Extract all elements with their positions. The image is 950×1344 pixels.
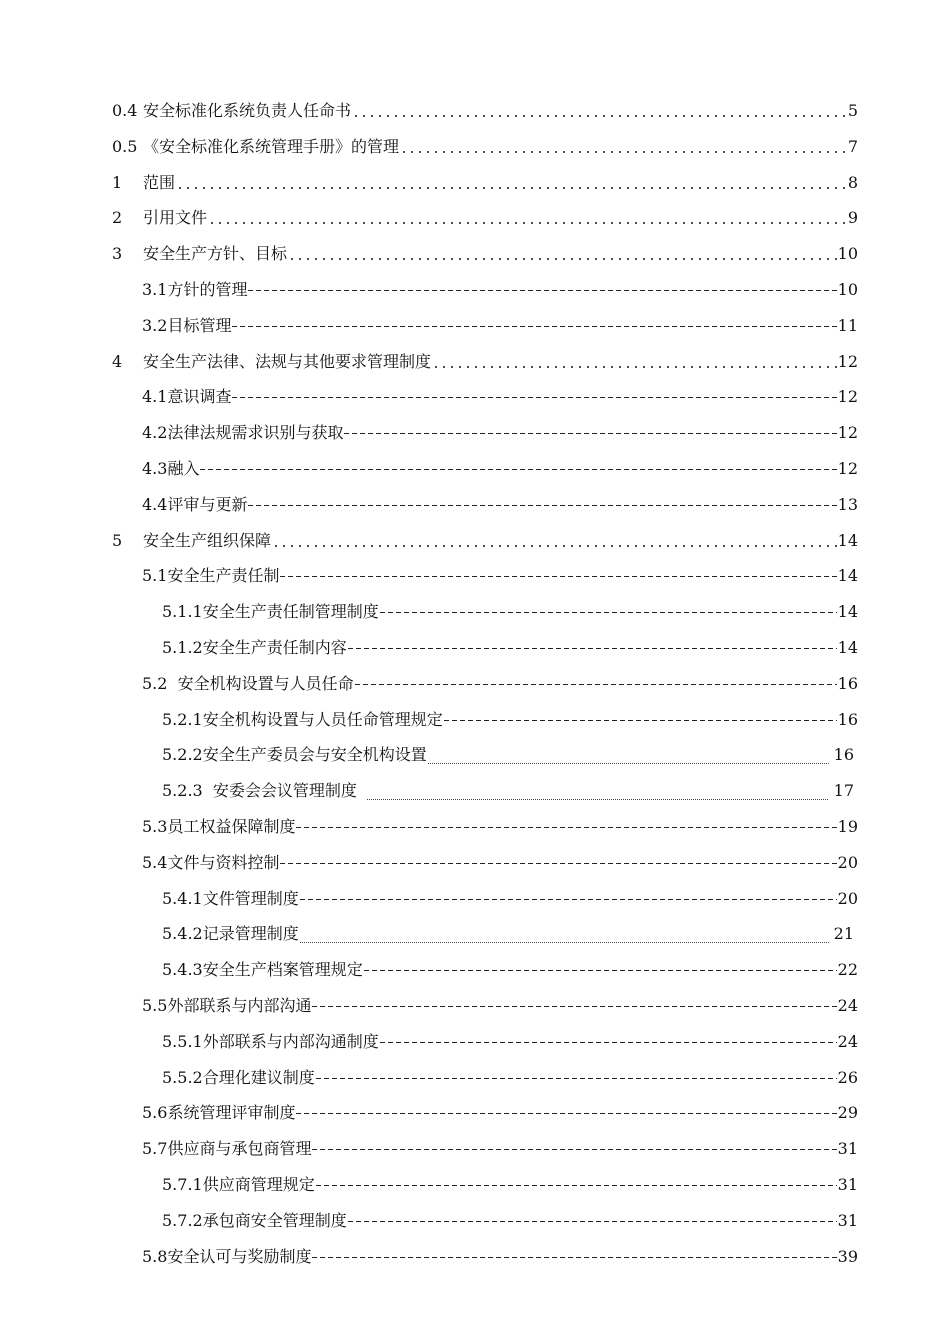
toc-entry-page: 16 <box>833 745 854 764</box>
toc-entry-page: 39 <box>837 1247 858 1266</box>
toc-entry[interactable] <box>162 1062 858 1088</box>
toc-entry-title: 5.5外部联系与内部沟通 <box>142 996 312 1015</box>
toc-entry[interactable] <box>142 310 858 336</box>
toc-entry-page: 8 <box>847 173 858 192</box>
toc-entry[interactable] <box>112 202 858 228</box>
toc-entry-page: 14 <box>837 638 858 657</box>
toc-entry[interactable] <box>112 525 858 551</box>
toc-entry-page: 24 <box>837 1032 858 1051</box>
toc-entry-page: 31 <box>837 1175 858 1194</box>
toc-entry-title: 安全生产方针、目标 <box>143 244 288 263</box>
toc-entry-page: 21 <box>833 924 854 943</box>
toc-entry[interactable] <box>142 811 858 837</box>
toc-entry-title: 5.5.1外部联系与内部沟通制度 <box>162 1032 379 1051</box>
toc-entry-title: 5.4文件与资料控制 <box>142 853 280 872</box>
toc-entry[interactable] <box>142 274 858 300</box>
toc-leader <box>296 817 836 837</box>
toc-entry-page: 19 <box>837 817 858 836</box>
toc-leader <box>248 495 836 515</box>
toc-entry-title: 5.1.1安全生产责任制管理制度 <box>162 602 379 621</box>
toc-entry-page: 26 <box>837 1068 858 1087</box>
toc-entry-title: 引用文件 <box>143 208 208 227</box>
toc-leader <box>352 101 847 121</box>
toc-entry-title: 5.1安全生产责任制 <box>142 566 280 585</box>
toc-entry-page: 31 <box>837 1139 858 1158</box>
toc-entry[interactable] <box>142 1097 858 1123</box>
toc-leader <box>348 1211 837 1231</box>
toc-entry-title: 5.7.1供应商管理规定 <box>162 1175 315 1194</box>
toc-entry-title: 4.3融入 <box>142 459 200 478</box>
toc-entry-page: 20 <box>837 853 858 872</box>
toc-entry-title: 5.4.1文件管理制度 <box>162 889 299 908</box>
toc-entry[interactable] <box>162 596 858 622</box>
toc-entry[interactable] <box>142 453 858 479</box>
toc-entry-title: 《安全标准化系统管理手册》的管理 <box>143 137 400 156</box>
toc-entry[interactable] <box>162 1026 858 1052</box>
toc-entry-page: 12 <box>837 387 858 406</box>
toc-entry-page: 16 <box>837 710 858 729</box>
toc-entry-number: 5 <box>112 531 123 550</box>
toc-leader <box>296 1103 836 1123</box>
toc-entry-number: 0.5 <box>112 137 138 156</box>
toc-entry[interactable] <box>162 1169 858 1195</box>
toc-leader <box>348 638 837 658</box>
toc-leader <box>367 781 829 801</box>
toc-entry-page: 29 <box>837 1103 858 1122</box>
toc-leader <box>316 1068 837 1088</box>
toc-entry[interactable] <box>112 95 858 121</box>
toc-leader <box>380 602 837 622</box>
toc-entry-title: 5.3员工权益保障制度 <box>142 817 296 836</box>
toc-leader <box>380 1032 837 1052</box>
toc-entry-page: 5 <box>847 101 858 120</box>
toc-leader <box>355 674 837 694</box>
toc-entry[interactable] <box>112 346 858 372</box>
toc-entry[interactable] <box>142 847 858 873</box>
toc-entry[interactable] <box>142 990 858 1016</box>
toc-entry-page: 20 <box>837 889 858 908</box>
toc-leader <box>300 924 829 944</box>
toc-entry[interactable] <box>142 381 858 407</box>
toc-entry-title: 5.2 安全机构设置与人员任命 <box>142 674 354 693</box>
toc-entry-page: 11 <box>837 316 858 335</box>
toc-entry-title: 5.2.1安全机构设置与人员任命管理规定 <box>162 710 443 729</box>
toc-leader <box>248 280 836 300</box>
toc-entry-title: 4.4评审与更新 <box>142 495 248 514</box>
toc-entry-title: 5.7.2承包商安全管理制度 <box>162 1211 347 1230</box>
toc-entry[interactable] <box>142 668 858 694</box>
toc-entry-page: 14 <box>837 531 858 550</box>
toc-entry[interactable] <box>162 739 854 765</box>
toc-entry-title: 安全生产组织保障 <box>143 531 272 550</box>
toc-entry-title: 5.8安全认可与奖励制度 <box>142 1247 312 1266</box>
toc-entry[interactable] <box>142 1133 858 1159</box>
toc-entry-page: 17 <box>833 781 854 800</box>
toc-entry-number: 2 <box>112 208 123 227</box>
toc-leader <box>364 960 837 980</box>
toc-leader <box>200 459 836 479</box>
toc-leader <box>312 996 836 1016</box>
toc-entry[interactable] <box>162 883 858 909</box>
toc-entry[interactable] <box>112 167 858 193</box>
toc-entry-page: 31 <box>837 1211 858 1230</box>
toc-entry[interactable] <box>142 560 858 586</box>
toc-entry-title: 5.1.2安全生产责任制内容 <box>162 638 347 657</box>
toc-leader <box>312 1139 836 1159</box>
toc-leader <box>344 423 836 443</box>
toc-entry-number: 4 <box>112 352 123 371</box>
toc-entry[interactable] <box>162 632 858 658</box>
toc-entry[interactable] <box>142 1241 858 1267</box>
toc-entry-number: 1 <box>112 173 123 192</box>
toc-entry-page: 14 <box>837 566 858 585</box>
toc-entry-page: 12 <box>837 423 858 442</box>
toc-entry-title: 5.7供应商与承包商管理 <box>142 1139 312 1158</box>
toc-leader <box>288 244 837 264</box>
toc-leader <box>208 208 847 228</box>
toc-entry-title: 3.1方针的管理 <box>142 280 248 299</box>
toc-entry[interactable] <box>162 918 854 944</box>
toc-entry-page: 9 <box>847 208 858 227</box>
toc-entry-title: 4.1意识调查 <box>142 387 232 406</box>
toc-entry-title: 5.4.2记录管理制度 <box>162 924 299 943</box>
toc-entry-page: 10 <box>837 244 858 263</box>
toc-entry-title: 范围 <box>143 173 176 192</box>
toc-leader <box>312 1247 836 1267</box>
toc-entry-title: 5.4.3安全生产档案管理规定 <box>162 960 363 979</box>
toc-entry-title: 5.2.3 安委会会议管理制度 <box>162 781 357 800</box>
toc-entry[interactable] <box>162 954 858 980</box>
toc-entry[interactable] <box>142 489 858 515</box>
toc-entry-title: 4.2法律法规需求识别与获取 <box>142 423 344 442</box>
toc-entry-number: 3 <box>112 244 123 263</box>
toc-entry-page: 12 <box>837 459 858 478</box>
toc-entry-title: 安全标准化系统负责人任命书 <box>143 101 352 120</box>
toc-entry[interactable] <box>162 775 854 801</box>
toc-entry[interactable] <box>162 704 858 730</box>
toc-entry-page: 22 <box>837 960 858 979</box>
toc-entry[interactable] <box>112 238 858 264</box>
toc-entry-title: 5.6系统管理评审制度 <box>142 1103 296 1122</box>
toc-leader <box>280 853 836 873</box>
toc-entry[interactable] <box>162 1205 858 1231</box>
toc-entry-page: 10 <box>837 280 858 299</box>
toc-leader <box>400 137 847 157</box>
toc-leader <box>444 710 837 730</box>
toc-entry-page: 12 <box>837 352 858 371</box>
toc-entry-title: 5.2.2安全生产委员会与安全机构设置 <box>162 745 427 764</box>
toc-leader <box>232 387 836 407</box>
toc-leader <box>428 745 829 765</box>
toc-entry-page: 7 <box>847 137 858 156</box>
toc-entry-page: 14 <box>837 602 858 621</box>
toc-leader <box>432 352 837 372</box>
toc-entry-page: 24 <box>837 996 858 1015</box>
toc-leader <box>232 316 836 336</box>
toc-leader <box>300 889 837 909</box>
toc-entry-title: 3.2目标管理 <box>142 316 232 335</box>
toc-entry-title: 5.5.2合理化建议制度 <box>162 1068 315 1087</box>
toc-entry-page: 13 <box>837 495 858 514</box>
toc-entry[interactable] <box>142 417 858 443</box>
toc-entry-number: 0.4 <box>112 101 138 120</box>
toc-leader <box>272 531 837 551</box>
toc-entry[interactable] <box>112 131 858 157</box>
toc-entry-title: 安全生产法律、法规与其他要求管理制度 <box>143 352 432 371</box>
toc-entry-page: 16 <box>837 674 858 693</box>
toc-leader <box>280 566 836 586</box>
toc-leader <box>316 1175 837 1195</box>
toc-leader <box>176 173 847 193</box>
